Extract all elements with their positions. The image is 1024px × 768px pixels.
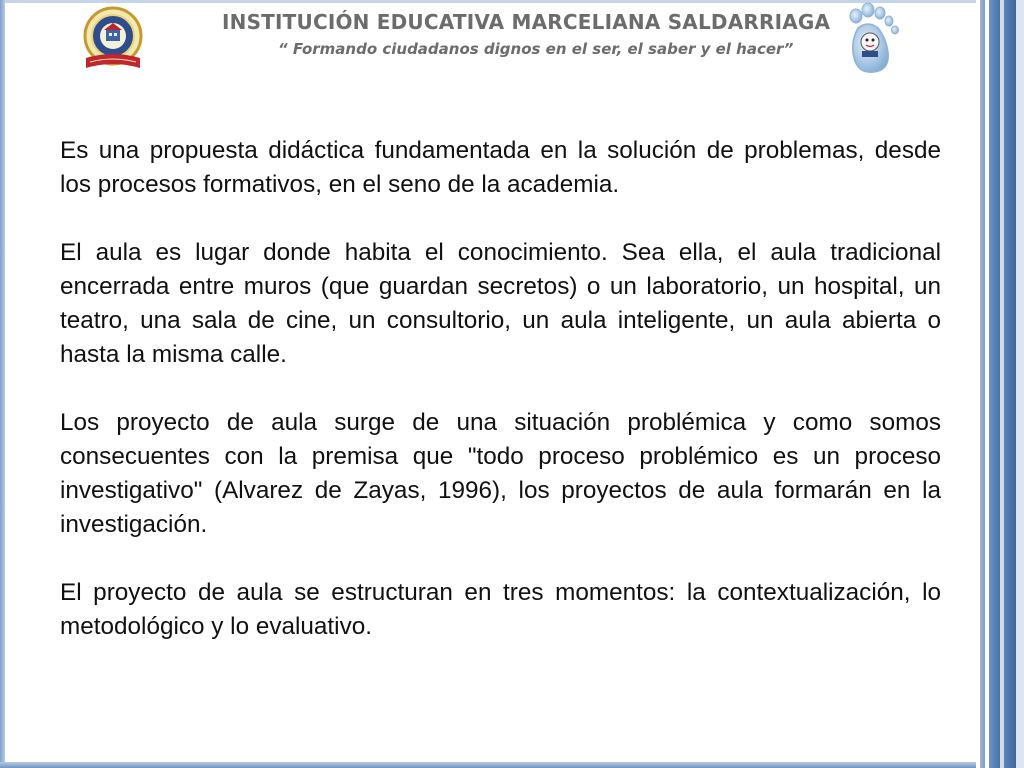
institution-title: INSTITUCIÓN EDUCATIVA MARCELIANA SALDARRIAGA	[222, 10, 831, 34]
institution-motto: “ Formando ciudadanos dignos en el ser, el saber y el hacer”	[278, 40, 794, 58]
slide-body	[60, 134, 941, 644]
paragraph: El aula es lugar donde habita el conocimiento. Sea ella, el aula tradicional encerrada entre muros (que guardan secretos) o un laboratorio, un hospital, un teatro, una sala de cine, un consultorio, un aula inteligente, un aula abierta o hasta la misma calle.	[60, 239, 941, 368]
paragraph: Los proyecto de aula surge de una situación problémica y como somos consecuentes con la premisa que "todo proceso problémico es un proceso investigativo" (Alvarez de Zayas, 1996), los proyectos de aula formarán en la investigación.	[60, 409, 941, 538]
frame-bottom-border	[0, 762, 1024, 768]
school-crest-icon	[80, 6, 146, 76]
frame-left-border	[0, 0, 5, 768]
header	[0, 0, 976, 90]
frame-right-bars	[976, 0, 1024, 768]
paragraph: Es una propuesta didáctica fundamentada en la solución de problemas, desde los procesos formativos, en el seno de la academia.	[60, 137, 941, 198]
paragraph: El proyecto de aula se estructuran en tres momentos: la contextualización, lo metodológico y lo evaluativo.	[60, 579, 941, 640]
footprint-mascot-icon	[836, 2, 906, 76]
